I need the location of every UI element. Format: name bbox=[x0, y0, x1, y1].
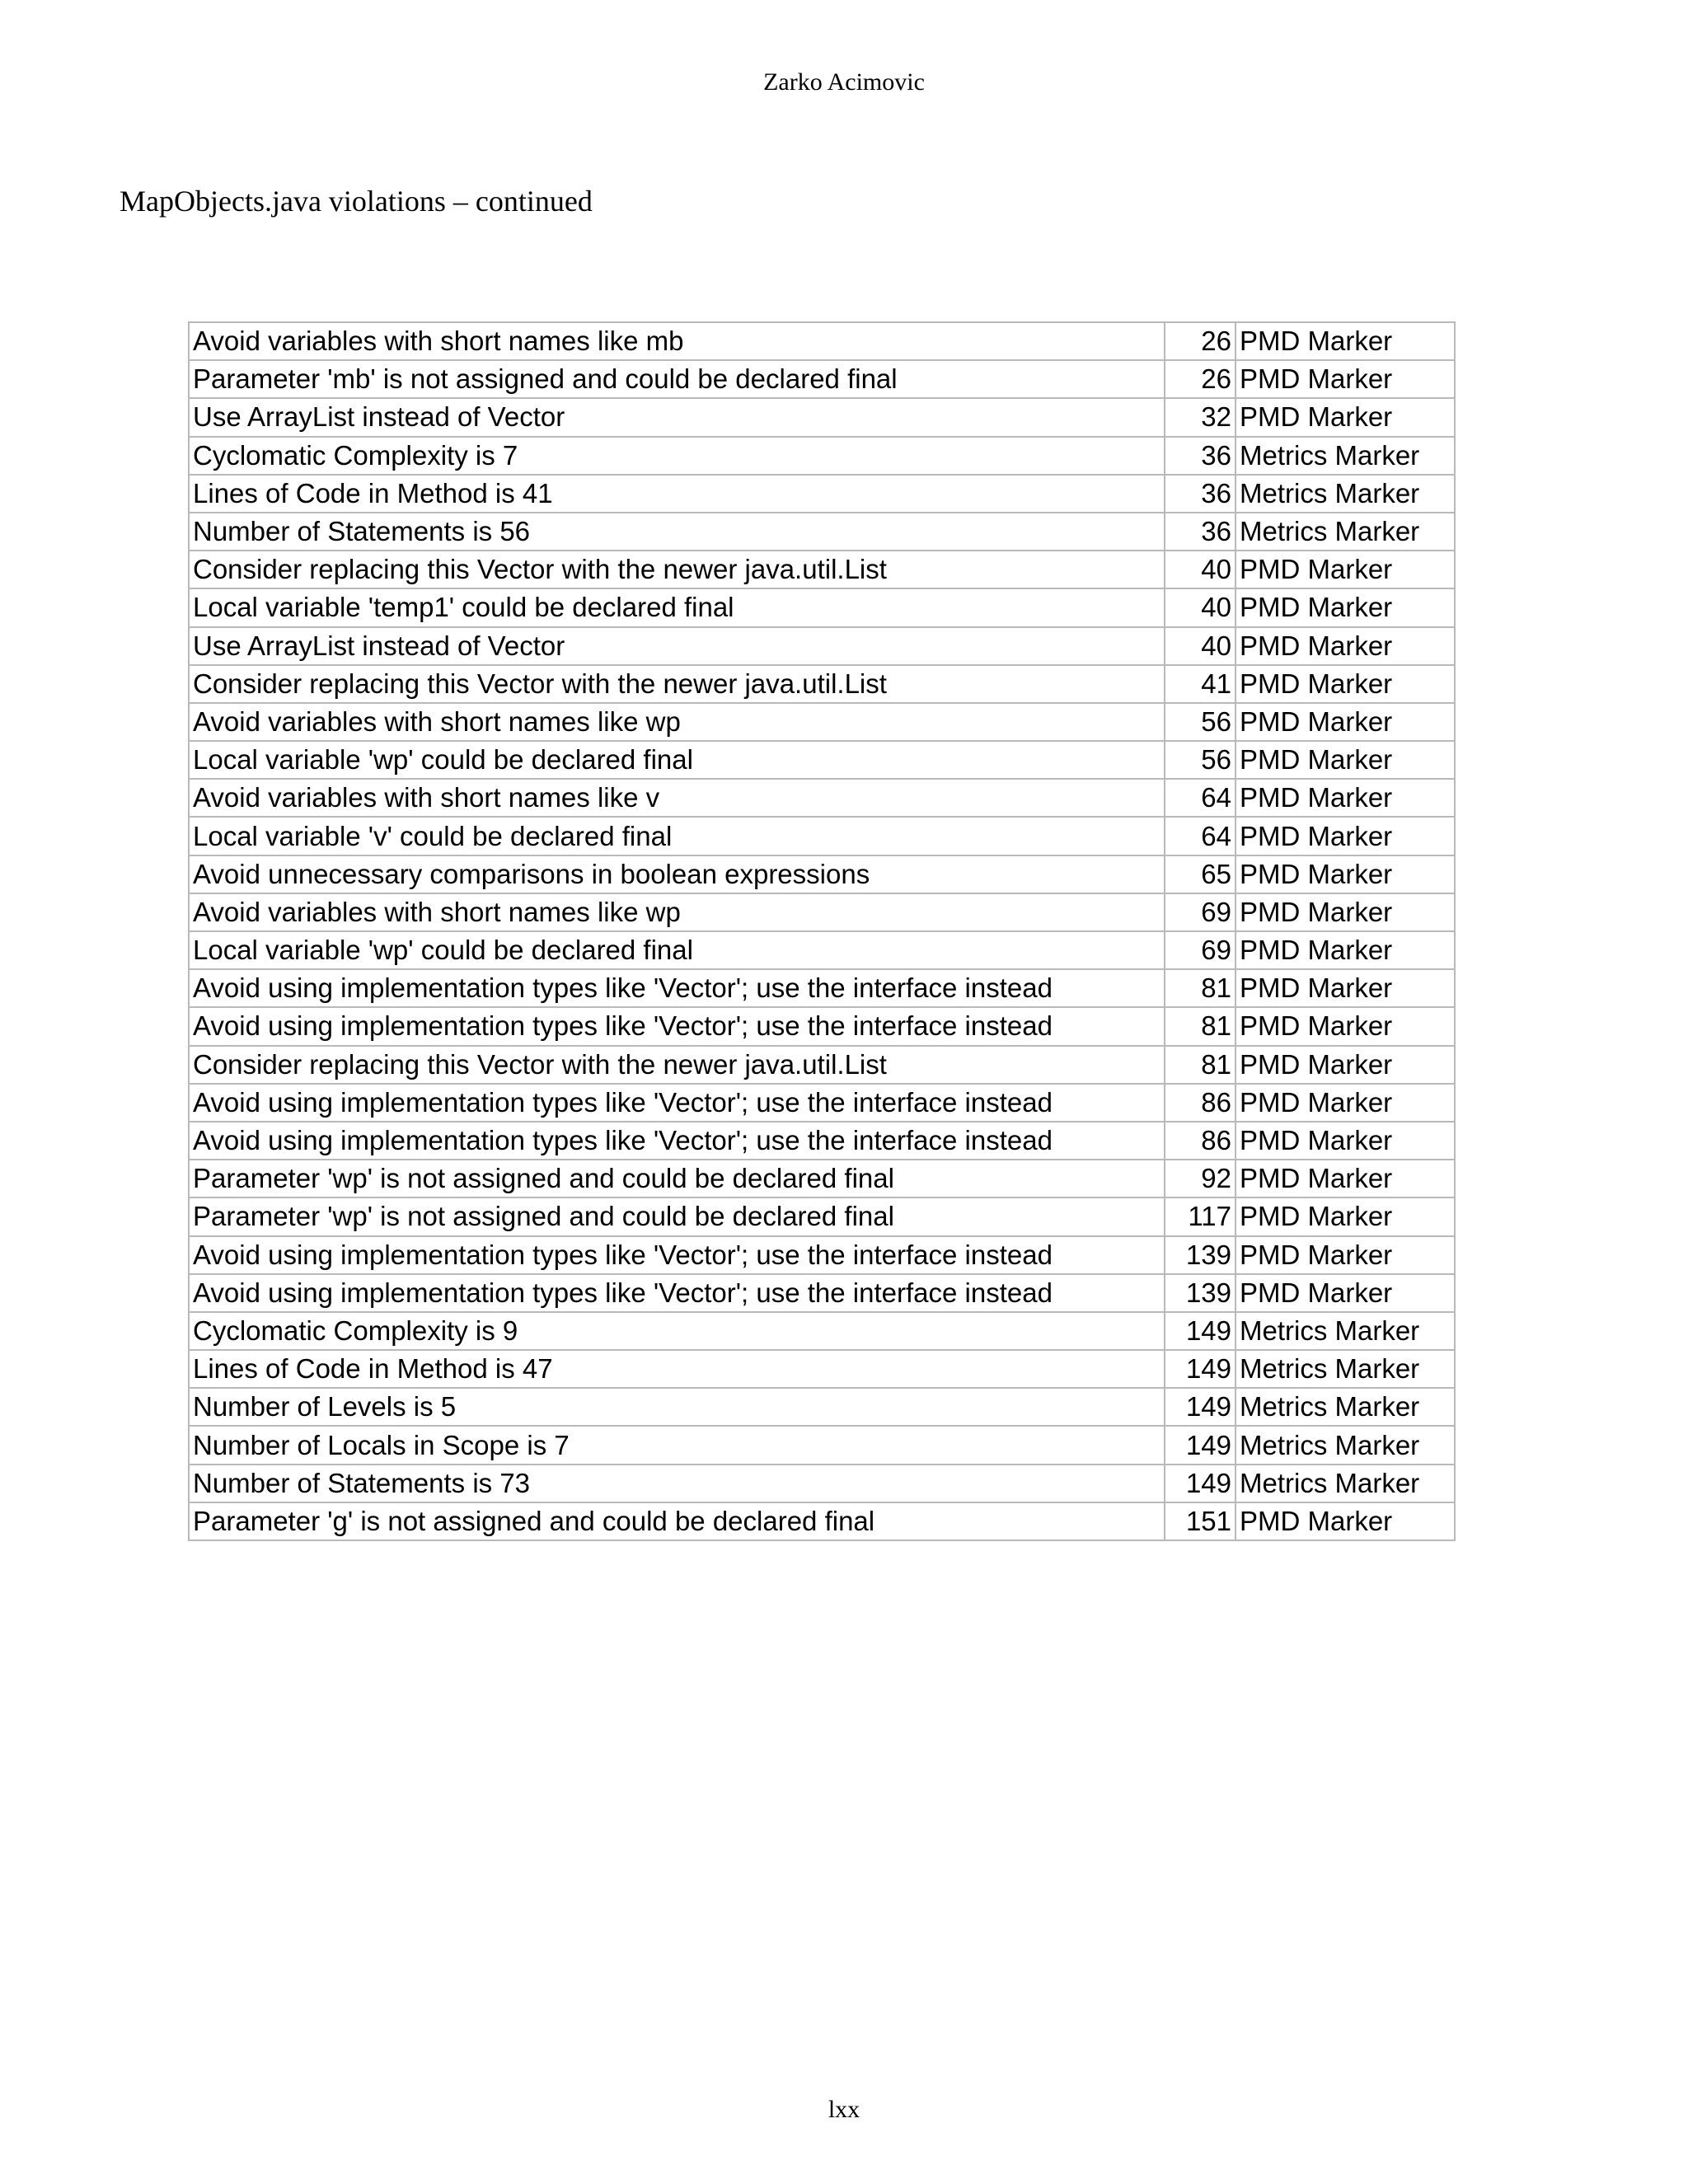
violation-message-cell: Lines of Code in Method is 47 bbox=[189, 1350, 1165, 1388]
line-number-cell: 149 bbox=[1165, 1312, 1236, 1350]
line-number-cell: 86 bbox=[1165, 1084, 1236, 1122]
table-row bbox=[189, 1350, 1455, 1388]
line-number-cell: 64 bbox=[1165, 779, 1236, 817]
marker-type-cell: PMD Marker bbox=[1236, 398, 1455, 436]
violation-message-cell: Avoid using implementation types like 'Vector'; use the interface instead bbox=[189, 1122, 1165, 1160]
line-number-cell: 149 bbox=[1165, 1350, 1236, 1388]
marker-type-cell: PMD Marker bbox=[1236, 588, 1455, 626]
line-number-cell: 41 bbox=[1165, 665, 1236, 703]
violation-message-cell: Use ArrayList instead of Vector bbox=[189, 398, 1165, 436]
violation-message-cell: Cyclomatic Complexity is 7 bbox=[189, 437, 1165, 475]
marker-type-cell: Metrics Marker bbox=[1236, 475, 1455, 513]
table-row bbox=[189, 703, 1455, 741]
table-row bbox=[189, 1007, 1455, 1045]
violation-message-cell: Avoid using implementation types like 'Vector'; use the interface instead bbox=[189, 1274, 1165, 1312]
violation-message-cell: Local variable 'wp' could be declared final bbox=[189, 931, 1165, 969]
table-row bbox=[189, 627, 1455, 665]
table-row bbox=[189, 1426, 1455, 1464]
table-row bbox=[189, 741, 1455, 779]
marker-type-cell: Metrics Marker bbox=[1236, 1388, 1455, 1426]
violation-message-cell: Consider replacing this Vector with the newer java.util.List bbox=[189, 1046, 1165, 1084]
line-number-cell: 81 bbox=[1165, 969, 1236, 1007]
violation-message-cell: Parameter 'wp' is not assigned and could be declared final bbox=[189, 1197, 1165, 1235]
violations-table bbox=[188, 321, 1456, 1541]
marker-type-cell: Metrics Marker bbox=[1236, 1312, 1455, 1350]
line-number-cell: 65 bbox=[1165, 855, 1236, 893]
violation-message-cell: Avoid using implementation types like 'Vector'; use the interface instead bbox=[189, 1084, 1165, 1122]
table-row bbox=[189, 931, 1455, 969]
marker-type-cell: PMD Marker bbox=[1236, 931, 1455, 969]
marker-type-cell: PMD Marker bbox=[1236, 1160, 1455, 1197]
violation-message-cell: Avoid using implementation types like 'Vector'; use the interface instead bbox=[189, 1236, 1165, 1274]
table-row bbox=[189, 1388, 1455, 1426]
table-row bbox=[189, 398, 1455, 436]
table-row bbox=[189, 1465, 1455, 1502]
marker-type-cell: PMD Marker bbox=[1236, 1122, 1455, 1160]
violation-message-cell: Parameter 'g' is not assigned and could be declared final bbox=[189, 1502, 1165, 1540]
table-row bbox=[189, 1312, 1455, 1350]
table-row bbox=[189, 1160, 1455, 1197]
violation-message-cell: Local variable 'wp' could be declared final bbox=[189, 741, 1165, 779]
marker-type-cell: PMD Marker bbox=[1236, 1084, 1455, 1122]
violation-message-cell: Consider replacing this Vector with the newer java.util.List bbox=[189, 665, 1165, 703]
marker-type-cell: PMD Marker bbox=[1236, 779, 1455, 817]
table-row bbox=[189, 437, 1455, 475]
marker-type-cell: PMD Marker bbox=[1236, 1274, 1455, 1312]
table-row bbox=[189, 665, 1455, 703]
table-row bbox=[189, 779, 1455, 817]
marker-type-cell: Metrics Marker bbox=[1236, 1465, 1455, 1502]
violation-message-cell: Cyclomatic Complexity is 9 bbox=[189, 1312, 1165, 1350]
table-row bbox=[189, 1502, 1455, 1540]
table-row bbox=[189, 322, 1455, 360]
line-number-cell: 56 bbox=[1165, 703, 1236, 741]
line-number-cell: 151 bbox=[1165, 1502, 1236, 1540]
marker-type-cell: PMD Marker bbox=[1236, 1197, 1455, 1235]
table-row bbox=[189, 513, 1455, 551]
table-row bbox=[189, 1236, 1455, 1274]
running-header-author: Zarko Acimovic bbox=[763, 68, 925, 96]
table-row bbox=[189, 1046, 1455, 1084]
marker-type-cell: PMD Marker bbox=[1236, 322, 1455, 360]
line-number-cell: 149 bbox=[1165, 1426, 1236, 1464]
violation-message-cell: Use ArrayList instead of Vector bbox=[189, 627, 1165, 665]
section-heading: MapObjects.java violations – continued bbox=[120, 185, 593, 218]
line-number-cell: 36 bbox=[1165, 437, 1236, 475]
table-row bbox=[189, 1197, 1455, 1235]
line-number-cell: 26 bbox=[1165, 360, 1236, 398]
marker-type-cell: PMD Marker bbox=[1236, 1236, 1455, 1274]
line-number-cell: 36 bbox=[1165, 475, 1236, 513]
line-number-cell: 40 bbox=[1165, 627, 1236, 665]
violation-message-cell: Number of Locals in Scope is 7 bbox=[189, 1426, 1165, 1464]
violation-message-cell: Local variable 'temp1' could be declared final bbox=[189, 588, 1165, 626]
violation-message-cell: Avoid variables with short names like wp bbox=[189, 893, 1165, 931]
table-row bbox=[189, 588, 1455, 626]
table-row bbox=[189, 475, 1455, 513]
line-number-cell: 139 bbox=[1165, 1274, 1236, 1312]
marker-type-cell: Metrics Marker bbox=[1236, 1426, 1455, 1464]
violation-message-cell: Number of Levels is 5 bbox=[189, 1388, 1165, 1426]
line-number-cell: 149 bbox=[1165, 1388, 1236, 1426]
table-row bbox=[189, 855, 1455, 893]
violations-table-body bbox=[189, 322, 1455, 1540]
line-number-cell: 56 bbox=[1165, 741, 1236, 779]
line-number-cell: 69 bbox=[1165, 893, 1236, 931]
line-number-cell: 139 bbox=[1165, 1236, 1236, 1274]
line-number-cell: 40 bbox=[1165, 588, 1236, 626]
marker-type-cell: PMD Marker bbox=[1236, 665, 1455, 703]
marker-type-cell: PMD Marker bbox=[1236, 855, 1455, 893]
violation-message-cell: Number of Statements is 56 bbox=[189, 513, 1165, 551]
violation-message-cell: Lines of Code in Method is 41 bbox=[189, 475, 1165, 513]
line-number-cell: 32 bbox=[1165, 398, 1236, 436]
line-number-cell: 81 bbox=[1165, 1046, 1236, 1084]
line-number-cell: 64 bbox=[1165, 817, 1236, 855]
table-row bbox=[189, 817, 1455, 855]
table-row bbox=[189, 360, 1455, 398]
violation-message-cell: Parameter 'wp' is not assigned and could be declared final bbox=[189, 1160, 1165, 1197]
marker-type-cell: Metrics Marker bbox=[1236, 513, 1455, 551]
table-row bbox=[189, 1122, 1455, 1160]
violation-message-cell: Parameter 'mb' is not assigned and could be declared final bbox=[189, 360, 1165, 398]
marker-type-cell: PMD Marker bbox=[1236, 360, 1455, 398]
marker-type-cell: PMD Marker bbox=[1236, 1502, 1455, 1540]
marker-type-cell: PMD Marker bbox=[1236, 551, 1455, 588]
violation-message-cell: Avoid using implementation types like 'Vector'; use the interface instead bbox=[189, 969, 1165, 1007]
violation-message-cell: Avoid unnecessary comparisons in boolean expressions bbox=[189, 855, 1165, 893]
line-number-cell: 117 bbox=[1165, 1197, 1236, 1235]
marker-type-cell: PMD Marker bbox=[1236, 741, 1455, 779]
marker-type-cell: PMD Marker bbox=[1236, 1046, 1455, 1084]
page-number: lxx bbox=[828, 2096, 860, 2123]
line-number-cell: 40 bbox=[1165, 551, 1236, 588]
violation-message-cell: Local variable 'v' could be declared final bbox=[189, 817, 1165, 855]
marker-type-cell: PMD Marker bbox=[1236, 1007, 1455, 1045]
line-number-cell: 149 bbox=[1165, 1465, 1236, 1502]
marker-type-cell: PMD Marker bbox=[1236, 627, 1455, 665]
marker-type-cell: Metrics Marker bbox=[1236, 437, 1455, 475]
table-row bbox=[189, 1084, 1455, 1122]
table-row bbox=[189, 551, 1455, 588]
table-row bbox=[189, 1274, 1455, 1312]
line-number-cell: 69 bbox=[1165, 931, 1236, 969]
marker-type-cell: PMD Marker bbox=[1236, 969, 1455, 1007]
table-row bbox=[189, 893, 1455, 931]
line-number-cell: 86 bbox=[1165, 1122, 1236, 1160]
line-number-cell: 81 bbox=[1165, 1007, 1236, 1045]
marker-type-cell: PMD Marker bbox=[1236, 893, 1455, 931]
line-number-cell: 92 bbox=[1165, 1160, 1236, 1197]
violation-message-cell: Consider replacing this Vector with the newer java.util.List bbox=[189, 551, 1165, 588]
marker-type-cell: PMD Marker bbox=[1236, 703, 1455, 741]
line-number-cell: 36 bbox=[1165, 513, 1236, 551]
violation-message-cell: Number of Statements is 73 bbox=[189, 1465, 1165, 1502]
table-row bbox=[189, 969, 1455, 1007]
marker-type-cell: PMD Marker bbox=[1236, 817, 1455, 855]
line-number-cell: 26 bbox=[1165, 322, 1236, 360]
violation-message-cell: Avoid variables with short names like wp bbox=[189, 703, 1165, 741]
marker-type-cell: Metrics Marker bbox=[1236, 1350, 1455, 1388]
violation-message-cell: Avoid using implementation types like 'Vector'; use the interface instead bbox=[189, 1007, 1165, 1045]
violation-message-cell: Avoid variables with short names like mb bbox=[189, 322, 1165, 360]
violation-message-cell: Avoid variables with short names like v bbox=[189, 779, 1165, 817]
